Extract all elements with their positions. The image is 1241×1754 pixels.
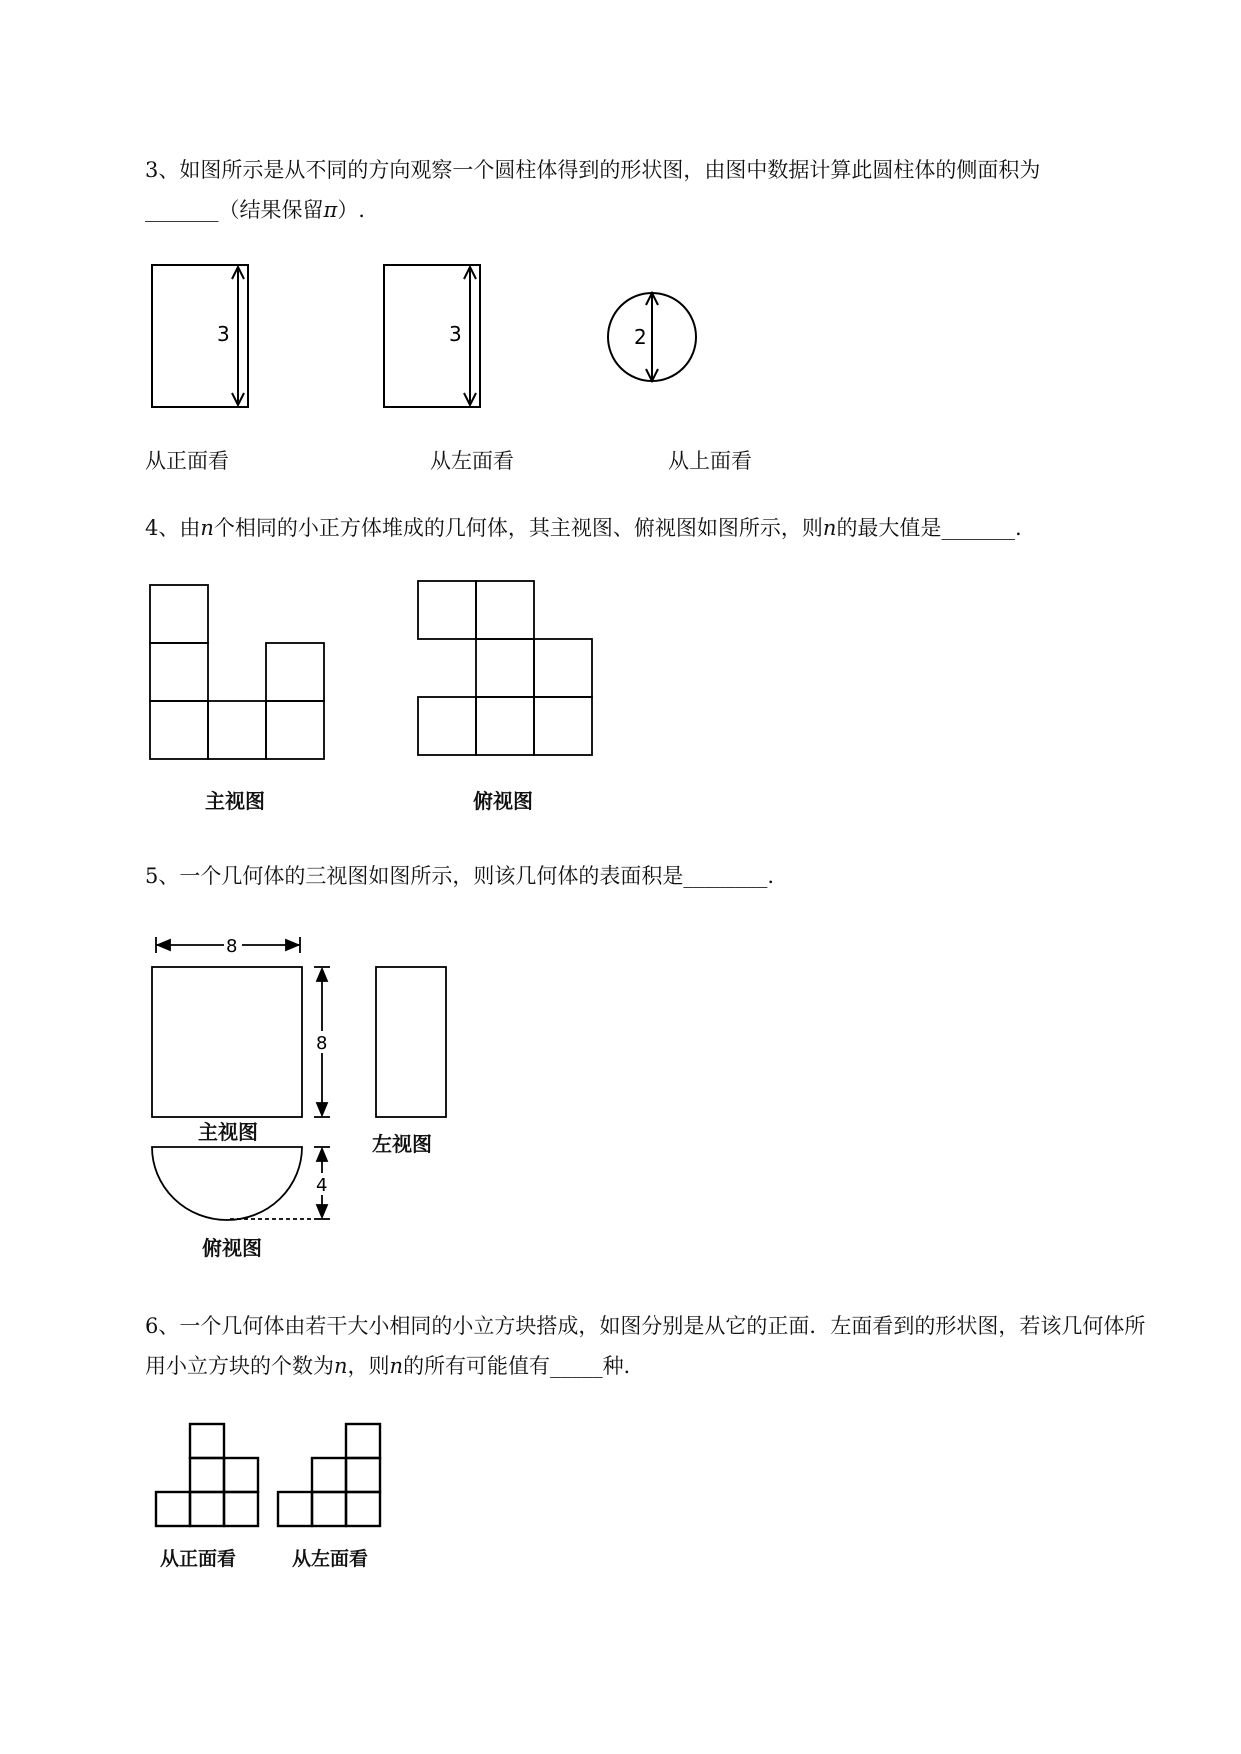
cube-square xyxy=(150,643,208,701)
arrow-head xyxy=(317,1149,327,1161)
answer-blank: _______ xyxy=(145,198,219,222)
question-text: 如图所示是从不同的方向观察一个圆柱体得到的形状图，由图中数据计算此圆柱体的侧面积为 xyxy=(179,158,1041,182)
left-dim-label: 3 xyxy=(449,322,462,346)
question-text: 一个几何体由若干大小相同的小立方块搭成，如图分别是从它的正面．左面看到的形状图，若该几何体所用小立方块的个数为 xyxy=(145,1314,1146,1378)
left-view-rect xyxy=(384,265,480,407)
cube-square xyxy=(266,701,324,759)
question-number: 4、 xyxy=(145,516,180,540)
cube-square xyxy=(312,1492,346,1526)
cube-square xyxy=(224,1492,258,1526)
question-3 xyxy=(145,150,1155,230)
cube-square xyxy=(266,643,324,701)
main-view-rect xyxy=(152,967,302,1117)
cube-square xyxy=(278,1492,312,1526)
q6-figure xyxy=(150,1420,390,1535)
question-6 xyxy=(145,1306,1155,1386)
caption-main-view: 主视图 xyxy=(205,789,265,813)
cube-square xyxy=(476,639,534,697)
q4-figure xyxy=(140,575,610,770)
cube-square xyxy=(534,697,592,755)
variable-n: n xyxy=(200,516,214,540)
top-dim-label: 2 xyxy=(634,325,647,349)
width-dim-label: 8 xyxy=(226,936,238,957)
caption-front-view: 从正面看 xyxy=(160,1548,237,1570)
question-text: ）. xyxy=(337,198,365,222)
arrow-head xyxy=(158,940,170,950)
question-text: 由 xyxy=(179,516,201,540)
question-number: 3、 xyxy=(145,158,180,182)
caption-main-view: 主视图 xyxy=(198,1120,258,1144)
question-text: 一个几何体的三视图如图所示，则该几何体的表面积是 xyxy=(179,864,684,888)
cube-square xyxy=(312,1458,346,1492)
answer-blank: _____ xyxy=(550,1354,603,1378)
top-view-semicircle xyxy=(152,1147,302,1220)
arrow-head xyxy=(317,969,327,981)
question-text: 的所有可能值有 xyxy=(403,1354,551,1378)
height-dim-label: 8 xyxy=(316,1033,328,1054)
question-4 xyxy=(145,508,1155,548)
cube-square xyxy=(190,1492,224,1526)
cube-square xyxy=(346,1458,380,1492)
depth-dim-label: 4 xyxy=(316,1175,328,1196)
pi-symbol: π xyxy=(323,198,338,222)
caption-left-view: 从左面看 xyxy=(430,449,514,473)
cube-square xyxy=(190,1424,224,1458)
cube-square xyxy=(476,697,534,755)
variable-n: n xyxy=(334,1354,348,1378)
q3-figure xyxy=(140,255,720,415)
question-text: . xyxy=(1014,516,1022,540)
q5-figure xyxy=(140,925,460,1240)
cube-square xyxy=(476,581,534,639)
question-text: 个相同的小正方体堆成的几何体，其主视图、俯视图如图所示，则 xyxy=(213,516,823,540)
cube-square xyxy=(190,1458,224,1492)
cube-square xyxy=(534,639,592,697)
caption-left-view: 左视图 xyxy=(372,1132,432,1156)
question-text: 种. xyxy=(602,1354,631,1378)
answer-blank: ________ xyxy=(683,864,768,888)
question-number: 5、 xyxy=(145,864,180,888)
cube-square xyxy=(346,1492,380,1526)
variable-n: n xyxy=(822,516,837,540)
front-dim-label: 3 xyxy=(217,322,230,346)
caption-left-view: 从左面看 xyxy=(292,1548,369,1570)
arrow-head xyxy=(317,1205,327,1217)
cube-square xyxy=(150,701,208,759)
front-view-rect xyxy=(152,265,248,407)
question-text: 的最大值是 xyxy=(836,516,942,540)
cube-square xyxy=(156,1492,190,1526)
question-number: 6、 xyxy=(145,1314,180,1338)
caption-front-view: 从正面看 xyxy=(145,449,229,473)
cube-square xyxy=(208,701,266,759)
caption-top-view: 俯视图 xyxy=(473,789,533,813)
cube-square xyxy=(418,581,476,639)
left-view-rect xyxy=(376,967,446,1117)
cube-square xyxy=(418,697,476,755)
cube-square xyxy=(346,1424,380,1458)
question-5 xyxy=(145,856,1155,896)
answer-blank: _______ xyxy=(941,516,1015,540)
cube-square xyxy=(150,585,208,643)
variable-n: n xyxy=(389,1354,404,1378)
arrow-head xyxy=(317,1103,327,1115)
question-text: . xyxy=(767,864,775,888)
caption-top-view: 从上面看 xyxy=(668,449,752,473)
cube-square xyxy=(224,1458,258,1492)
caption-top-view: 俯视图 xyxy=(202,1236,262,1260)
arrow-head xyxy=(286,940,298,950)
question-text: （结果保留 xyxy=(218,198,324,222)
question-text: ，则 xyxy=(347,1354,390,1378)
